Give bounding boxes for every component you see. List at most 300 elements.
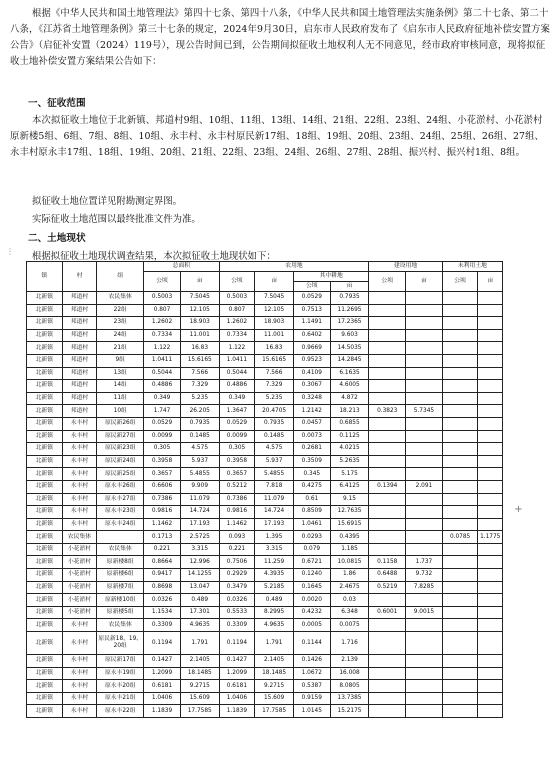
table-cell bbox=[369, 430, 406, 443]
table-cell: 0.0529 bbox=[293, 292, 330, 305]
table-cell: 永丰村 bbox=[62, 493, 97, 506]
table-cell bbox=[478, 455, 503, 468]
table-cell: 5.235 bbox=[180, 392, 219, 405]
table-cell: 0.3248 bbox=[293, 392, 330, 405]
table-cell: 6.348 bbox=[330, 606, 369, 619]
table-cell: 0.5533 bbox=[219, 606, 255, 619]
table-cell: 1.0411 bbox=[219, 354, 255, 367]
table-cell: 7.5045 bbox=[180, 292, 219, 305]
table-cell: 0.8509 bbox=[293, 506, 330, 519]
table-cell: 5.2635 bbox=[330, 455, 369, 468]
table-cell bbox=[442, 632, 478, 655]
table-cell: 4.6005 bbox=[330, 380, 369, 393]
table-row bbox=[27, 705, 503, 718]
table-cell bbox=[406, 531, 443, 544]
table-cell: 农民集体 bbox=[62, 531, 97, 544]
table-cell bbox=[406, 304, 443, 317]
table-cell: 14.2845 bbox=[330, 354, 369, 367]
table-cell bbox=[442, 493, 478, 506]
table-row bbox=[27, 594, 503, 607]
table-cell: 原永丰24组 bbox=[97, 518, 144, 531]
table-row bbox=[27, 531, 503, 544]
table-cell: 3.315 bbox=[180, 543, 219, 556]
table-cell: 邦道村 bbox=[62, 405, 97, 418]
table-cell: 5.7345 bbox=[406, 405, 443, 418]
table-row bbox=[27, 455, 503, 468]
table-cell: 12.105 bbox=[180, 304, 219, 317]
table-cell: 0.807 bbox=[144, 304, 181, 317]
table-cell: 16.008 bbox=[330, 667, 369, 680]
table-cell: 7.566 bbox=[255, 367, 294, 380]
table-cell: 2.1405 bbox=[255, 655, 294, 668]
table-cell: 北新镇 bbox=[27, 594, 63, 607]
table-cell bbox=[442, 655, 478, 668]
header-unit-mu: 亩 bbox=[255, 272, 294, 292]
table-cell: 1.1491 bbox=[293, 317, 330, 330]
table-cell bbox=[369, 705, 406, 718]
table-cell: 5.937 bbox=[255, 455, 294, 468]
header-unit-mu: 亩 bbox=[478, 272, 503, 292]
table-cell: 1.2602 bbox=[144, 317, 181, 330]
table-cell: 北新镇 bbox=[27, 606, 63, 619]
table-cell: 永丰村 bbox=[62, 667, 97, 680]
header-unit-mu: 亩 bbox=[330, 282, 369, 292]
table-cell: 0.7935 bbox=[330, 292, 369, 305]
table-cell: 17.193 bbox=[180, 518, 219, 531]
table-cell: 18.213 bbox=[330, 405, 369, 418]
table-cell: 3.315 bbox=[255, 543, 294, 556]
table-cell: 1.86 bbox=[330, 569, 369, 582]
table-cell bbox=[369, 506, 406, 519]
table-cell: 13.7385 bbox=[330, 692, 369, 705]
table-cell: 北新镇 bbox=[27, 619, 63, 632]
table-cell: 北新镇 bbox=[27, 655, 63, 668]
table-cell: 邦道村 bbox=[62, 367, 97, 380]
table-cell: 0.345 bbox=[293, 468, 330, 481]
table-cell: 小花淤村 bbox=[62, 594, 97, 607]
table-cell bbox=[406, 354, 443, 367]
table-cell: 9.603 bbox=[330, 329, 369, 342]
table-cell: 4.872 bbox=[330, 392, 369, 405]
table-cell: 0.7935 bbox=[180, 417, 219, 430]
table-cell bbox=[478, 667, 503, 680]
table-cell bbox=[369, 531, 406, 544]
table-cell bbox=[478, 594, 503, 607]
table-cell: 1.716 bbox=[330, 632, 369, 655]
table-cell bbox=[406, 506, 443, 519]
table-cell: 0.5044 bbox=[144, 367, 181, 380]
table-cell: 23组 bbox=[97, 317, 144, 330]
table-cell: 原永丰27组 bbox=[97, 493, 144, 506]
table-cell: 原永丰20组 bbox=[97, 680, 144, 693]
table-cell: 北新镇 bbox=[27, 692, 63, 705]
table-cell bbox=[369, 468, 406, 481]
table-cell bbox=[442, 455, 478, 468]
table-cell bbox=[406, 518, 443, 531]
table-cell: 0.3309 bbox=[144, 619, 181, 632]
table-cell bbox=[406, 705, 443, 718]
table-cell: 北新镇 bbox=[27, 667, 63, 680]
table-cell bbox=[442, 443, 478, 456]
table-cell: 0.7513 bbox=[293, 304, 330, 317]
table-row bbox=[27, 380, 503, 393]
table-cell bbox=[478, 556, 503, 569]
table-cell bbox=[478, 543, 503, 556]
header-unit-mu: 亩 bbox=[406, 272, 443, 292]
table-cell: 0.1713 bbox=[144, 531, 181, 544]
table-row bbox=[27, 518, 503, 531]
table-cell bbox=[369, 354, 406, 367]
header-unit-mu: 亩 bbox=[180, 272, 219, 292]
table-cell: 5.937 bbox=[180, 455, 219, 468]
table-cell: 1.0461 bbox=[293, 518, 330, 531]
table-cell: 北新镇 bbox=[27, 455, 63, 468]
header-of-which-arable: 其中耕地 bbox=[293, 272, 368, 282]
table-cell bbox=[369, 367, 406, 380]
table-cell: 永丰村 bbox=[62, 443, 97, 456]
table-cell: 邦道村 bbox=[62, 354, 97, 367]
table-cell: 0.1485 bbox=[255, 430, 294, 443]
table-cell: 0.221 bbox=[144, 543, 181, 556]
table-cell: 北新镇 bbox=[27, 405, 63, 418]
table-cell: 0.3509 bbox=[293, 455, 330, 468]
table-cell: 0.5003 bbox=[144, 292, 181, 305]
table-cell: 0.8664 bbox=[144, 556, 181, 569]
table-cell bbox=[369, 380, 406, 393]
table-cell: 7.566 bbox=[180, 367, 219, 380]
table-cell: 0.4395 bbox=[330, 531, 369, 544]
table-cell bbox=[369, 632, 406, 655]
table-cell: 北新镇 bbox=[27, 543, 63, 556]
table-body bbox=[27, 292, 503, 718]
table-cell: 4.0215 bbox=[330, 443, 369, 456]
paragraph-marker-icon: ⋮ bbox=[6, 247, 14, 256]
table-cell bbox=[406, 692, 443, 705]
table-cell: 5.2185 bbox=[255, 581, 294, 594]
table-cell: 7.818 bbox=[255, 480, 294, 493]
table-cell: 11.001 bbox=[255, 329, 294, 342]
table-cell bbox=[442, 380, 478, 393]
table-cell: 0.7386 bbox=[144, 493, 181, 506]
table-cell: 农民集体 bbox=[97, 619, 144, 632]
table-cell: 0.4886 bbox=[144, 380, 181, 393]
table-cell: 0.1645 bbox=[293, 581, 330, 594]
table-row bbox=[27, 493, 503, 506]
table-cell bbox=[369, 304, 406, 317]
table-cell bbox=[478, 292, 503, 305]
table-cell: 北新镇 bbox=[27, 506, 63, 519]
table-cell: 0.4232 bbox=[293, 606, 330, 619]
table-cell: 17.193 bbox=[255, 518, 294, 531]
table-cell: 15.609 bbox=[180, 692, 219, 705]
table-cell bbox=[406, 317, 443, 330]
table-cell bbox=[406, 543, 443, 556]
table-cell: 2.5725 bbox=[180, 531, 219, 544]
table-cell bbox=[406, 655, 443, 668]
table-cell: 0.3657 bbox=[144, 468, 181, 481]
table-cell: 永丰村 bbox=[62, 430, 97, 443]
table-cell: 北新镇 bbox=[27, 367, 63, 380]
table-cell: 1.1775 bbox=[478, 531, 503, 544]
table-cell: 9.2715 bbox=[180, 680, 219, 693]
header-group: 组 bbox=[97, 262, 144, 292]
table-cell bbox=[478, 354, 503, 367]
table-cell: 4.3935 bbox=[255, 569, 294, 582]
table-row bbox=[27, 655, 503, 668]
table-row bbox=[27, 543, 503, 556]
table-cell: 0.0099 bbox=[144, 430, 181, 443]
table-cell: 12.7635 bbox=[330, 506, 369, 519]
table-cell: 小花淤村 bbox=[62, 606, 97, 619]
table-row bbox=[27, 619, 503, 632]
table-cell: 0.8698 bbox=[144, 581, 181, 594]
table-row bbox=[27, 569, 503, 582]
table-cell bbox=[442, 543, 478, 556]
table-cell: 原新楼10组 bbox=[97, 594, 144, 607]
table-cell bbox=[406, 594, 443, 607]
table-cell: 1.122 bbox=[144, 342, 181, 355]
table-cell: 13组 bbox=[97, 367, 144, 380]
table-cell: 14.1255 bbox=[180, 569, 219, 582]
table-cell bbox=[442, 506, 478, 519]
table-cell: 4.9635 bbox=[180, 619, 219, 632]
table-cell: 永丰村 bbox=[62, 632, 97, 655]
table-cell: 1.2602 bbox=[219, 317, 255, 330]
table-cell bbox=[369, 417, 406, 430]
table-cell bbox=[406, 667, 443, 680]
table-cell: 0.0099 bbox=[219, 430, 255, 443]
table-cell: 0.1427 bbox=[219, 655, 255, 668]
table-cell bbox=[478, 619, 503, 632]
table-cell: 邦道村 bbox=[62, 329, 97, 342]
table-cell bbox=[442, 594, 478, 607]
table-cell: 0.9159 bbox=[293, 692, 330, 705]
table-cell bbox=[369, 594, 406, 607]
expropriation-scope-paragraph: 本次拟征收土地位于北新镇、邦道村9组、10组、11组、13组、14组、21组、22组、23组、24组、小花淤村、小花淤村原新楼5组、6组、7组、8组、10组、永丰村、永丰村原民新17组、18组、19组、20组、23组、24组、25组、26组、27组、永丰村原永丰17组、18组、19组、20组、21组、22组、23组、24组、26组、27组、28组、振兴村、振兴村1组、8组。 bbox=[10, 115, 545, 158]
table-cell: 18.903 bbox=[180, 317, 219, 330]
table-cell bbox=[478, 380, 503, 393]
table-row bbox=[27, 606, 503, 619]
table-cell bbox=[442, 581, 478, 594]
table-cell: 1.2142 bbox=[293, 405, 330, 418]
table-cell bbox=[406, 443, 443, 456]
table-cell: 小花淤村 bbox=[62, 543, 97, 556]
table-cell bbox=[442, 619, 478, 632]
table-cell: 17.7585 bbox=[255, 705, 294, 718]
table-row bbox=[27, 354, 503, 367]
table-row bbox=[27, 680, 503, 693]
table-row bbox=[27, 292, 503, 305]
table-cell: 15.609 bbox=[255, 692, 294, 705]
table-cell bbox=[406, 329, 443, 342]
table-cell bbox=[369, 655, 406, 668]
table-cell bbox=[406, 619, 443, 632]
table-cell bbox=[478, 480, 503, 493]
table-cell bbox=[478, 304, 503, 317]
table-cell bbox=[369, 317, 406, 330]
table-cell: 北新镇 bbox=[27, 392, 63, 405]
table-cell: 0.7334 bbox=[144, 329, 181, 342]
table-cell: 20.4705 bbox=[255, 405, 294, 418]
table-cell: 北新镇 bbox=[27, 556, 63, 569]
table-cell: 0.6001 bbox=[369, 606, 406, 619]
table-cell: 原新楼7组 bbox=[97, 581, 144, 594]
table-cell: 0.03 bbox=[330, 594, 369, 607]
table-cell: 0.1125 bbox=[330, 430, 369, 443]
table-cell bbox=[369, 392, 406, 405]
table-cell: 0.9669 bbox=[293, 342, 330, 355]
table-cell: 北新镇 bbox=[27, 581, 63, 594]
table-cell: 0.093 bbox=[219, 531, 255, 544]
table-cell: 0.6606 bbox=[144, 480, 181, 493]
table-cell: 1.737 bbox=[406, 556, 443, 569]
table-cell: 11.079 bbox=[180, 493, 219, 506]
table-cell: 21组 bbox=[97, 342, 144, 355]
table-cell: 14组 bbox=[97, 380, 144, 393]
table-cell: 永丰村 bbox=[62, 455, 97, 468]
table-cell: 2.1405 bbox=[180, 655, 219, 668]
table-cell: 1.2099 bbox=[219, 667, 255, 680]
table-cell bbox=[478, 317, 503, 330]
table-cell: 1.0672 bbox=[293, 667, 330, 680]
table-cell: 8.2995 bbox=[255, 606, 294, 619]
table-cell: 9组 bbox=[97, 354, 144, 367]
header-unit-hectare: 公顷 bbox=[293, 282, 330, 292]
table-cell: 0.9816 bbox=[144, 506, 181, 519]
table-cell: 0.0326 bbox=[219, 594, 255, 607]
table-cell bbox=[478, 405, 503, 418]
table-cell: 原永丰19组 bbox=[97, 667, 144, 680]
table-cell: 0.5387 bbox=[293, 680, 330, 693]
table-cell bbox=[478, 680, 503, 693]
table-cell: 11.2695 bbox=[330, 304, 369, 317]
table-cell bbox=[442, 430, 478, 443]
table-cell: 5.235 bbox=[255, 392, 294, 405]
table-cell bbox=[478, 632, 503, 655]
table-cell bbox=[369, 329, 406, 342]
table-cell: 北新镇 bbox=[27, 380, 63, 393]
table-cell bbox=[442, 367, 478, 380]
table-cell: 0.4275 bbox=[293, 480, 330, 493]
table-cell bbox=[442, 292, 478, 305]
land-status-table bbox=[26, 261, 503, 718]
header-unit-hectare: 公顷 bbox=[144, 272, 181, 292]
table-cell bbox=[442, 405, 478, 418]
table-cell: 12.996 bbox=[180, 556, 219, 569]
table-cell: 7.329 bbox=[180, 380, 219, 393]
table-cell: 6.1635 bbox=[330, 367, 369, 380]
table-cell: 原永丰22组 bbox=[97, 705, 144, 718]
table-cell: 永丰村 bbox=[62, 480, 97, 493]
table-cell: 小花淤村 bbox=[62, 569, 97, 582]
table-cell: 原民新25组 bbox=[97, 468, 144, 481]
table-cell: 9.2715 bbox=[255, 680, 294, 693]
intro-paragraph: 根据《中华人民共和国土地管理法》第四十七条、第四十八条，《中华人民共和国土地管理法实施条例》第二十七条、第二十八条，《江苏省土地管理条例》第三十七条的规定，2024年9月30日，启东市人民政府发布了《启东市人民政府征地补偿安置方案公告》（启征补安置（2024）119号），现公告时间已到，公告期间拟征收土地权利人无不同意见，经市政府审核同意，现将拟征收土地补偿安置方案结果公告如下： bbox=[10, 8, 550, 67]
table-cell bbox=[406, 493, 443, 506]
table-cell bbox=[478, 367, 503, 380]
add-row-icon[interactable]: + bbox=[514, 504, 523, 515]
table-row bbox=[27, 417, 503, 430]
table-cell: 北新镇 bbox=[27, 342, 63, 355]
table-cell bbox=[406, 417, 443, 430]
table-cell bbox=[369, 619, 406, 632]
table-cell: 原新楼5组 bbox=[97, 606, 144, 619]
table-cell: 17.2365 bbox=[330, 317, 369, 330]
table-cell bbox=[442, 680, 478, 693]
table-cell: 7.8285 bbox=[406, 581, 443, 594]
table-row bbox=[27, 317, 503, 330]
table-cell: 15.6915 bbox=[330, 518, 369, 531]
table-cell bbox=[369, 680, 406, 693]
table-cell: 原民新23组 bbox=[97, 443, 144, 456]
table-cell bbox=[369, 667, 406, 680]
table-cell: 0.4886 bbox=[219, 380, 255, 393]
table-cell: 1.0406 bbox=[219, 692, 255, 705]
table-cell: 0.5003 bbox=[219, 292, 255, 305]
table-cell: 1.1534 bbox=[144, 606, 181, 619]
table-cell: 13.047 bbox=[180, 581, 219, 594]
table-cell: 原永丰26组 bbox=[97, 480, 144, 493]
table-cell: 永丰村 bbox=[62, 680, 97, 693]
table-cell: 永丰村 bbox=[62, 705, 97, 718]
table-cell: 1.3647 bbox=[219, 405, 255, 418]
table-cell: 1.1462 bbox=[144, 518, 181, 531]
table-cell: 0.6488 bbox=[369, 569, 406, 582]
table-cell: 0.3067 bbox=[293, 380, 330, 393]
table-cell: 北新镇 bbox=[27, 443, 63, 456]
table-cell: 邦道村 bbox=[62, 342, 97, 355]
table-cell: 邦道村 bbox=[62, 392, 97, 405]
table-cell: 4.575 bbox=[180, 443, 219, 456]
table-cell bbox=[478, 430, 503, 443]
section-heading-land-status: 二、土地现状 bbox=[28, 233, 86, 244]
table-cell: 11.001 bbox=[180, 329, 219, 342]
table-cell bbox=[406, 392, 443, 405]
table-cell: 2.139 bbox=[330, 655, 369, 668]
table-cell: 0.0073 bbox=[293, 430, 330, 443]
table-cell bbox=[478, 342, 503, 355]
table-cell: 永丰村 bbox=[62, 518, 97, 531]
table-cell: 0.1158 bbox=[369, 556, 406, 569]
table-cell bbox=[442, 518, 478, 531]
table-cell bbox=[406, 430, 443, 443]
table-cell: 0.0785 bbox=[442, 531, 478, 544]
table-cell: 0.489 bbox=[180, 594, 219, 607]
table-cell: 北新镇 bbox=[27, 518, 63, 531]
table-cell: 原永丰23组 bbox=[97, 506, 144, 519]
table-cell bbox=[442, 606, 478, 619]
table-cell: 0.7935 bbox=[255, 417, 294, 430]
table-cell: 1.185 bbox=[330, 543, 369, 556]
table-cell: 0.0529 bbox=[219, 417, 255, 430]
table-cell: 22组 bbox=[97, 304, 144, 317]
table-cell bbox=[369, 493, 406, 506]
table-cell: 农民集体 bbox=[97, 543, 144, 556]
table-cell bbox=[442, 417, 478, 430]
table-cell bbox=[442, 556, 478, 569]
table-cell: 14.5035 bbox=[330, 342, 369, 355]
table-cell: 原民新24组 bbox=[97, 455, 144, 468]
table-cell: 4.575 bbox=[255, 443, 294, 456]
table-row bbox=[27, 304, 503, 317]
table-cell: 0.9417 bbox=[144, 569, 181, 582]
table-cell: 1.791 bbox=[255, 632, 294, 655]
table-cell: 1.0145 bbox=[293, 705, 330, 718]
table-cell: 0.2929 bbox=[219, 569, 255, 582]
table-cell bbox=[478, 417, 503, 430]
header-unused-land: 未利用土地 bbox=[442, 262, 502, 272]
table-cell bbox=[478, 518, 503, 531]
